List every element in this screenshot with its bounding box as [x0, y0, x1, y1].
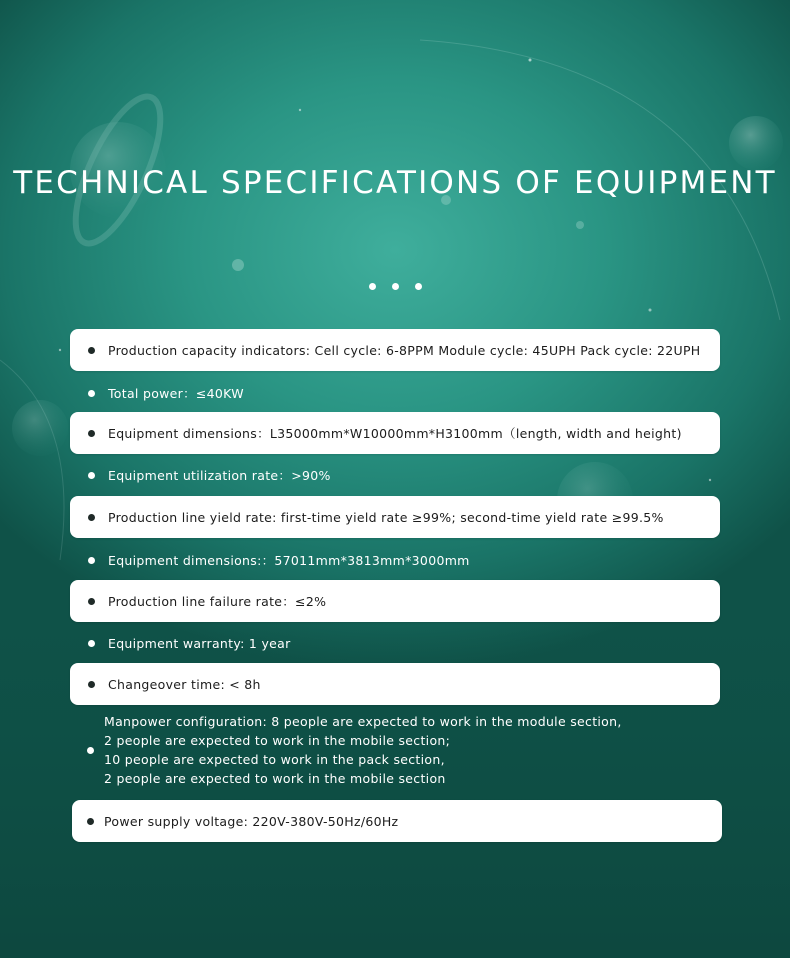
- spec-text-line: 2 people are expected to work in the mobile section: [104, 771, 446, 786]
- page-title: TECHNICAL SPECIFICATIONS OF EQUIPMENT: [13, 165, 777, 201]
- spec-text: Production capacity indicators: Cell cycle: 6-8PPM Module cycle: 45UPH Pack cycle: 22UPH: [108, 342, 701, 358]
- spec-item-changeover-time: [70, 663, 720, 705]
- bullet-icon: [88, 514, 95, 521]
- spec-text: Production line failure rate：≤2%: [108, 594, 327, 609]
- bullet-icon: [87, 818, 94, 825]
- spec-item-equipment-dimensions-2: [70, 547, 720, 573]
- spec-item-yield-rate: [70, 496, 720, 538]
- bullet-icon: [88, 598, 95, 605]
- spec-text-block: [104, 712, 622, 788]
- bullet-icon: [88, 557, 95, 564]
- bullet-icon: [88, 390, 95, 397]
- spec-text: Equipment dimensions：L35000mm*W10000mm*H3100mm（length, width and height): [108, 426, 682, 441]
- spec-text-line: 10 people are expected to work in the pack section,: [104, 752, 445, 767]
- spec-text: Equipment utilization rate：>90%: [108, 468, 331, 483]
- bullet-icon: [88, 472, 95, 479]
- bullet-icon: [88, 640, 95, 647]
- spec-text: Total power：≤40KW: [108, 386, 244, 401]
- spec-item-manpower: [87, 712, 622, 788]
- spec-item-power-supply: [72, 800, 722, 842]
- spec-text: Equipment warranty: 1 year: [108, 635, 291, 651]
- bullet-icon: [88, 347, 95, 354]
- spec-item-utilization-rate: [70, 462, 720, 488]
- spec-text-line: Manpower configuration: 8 people are expected to work in the module section,: [104, 714, 622, 729]
- spec-item-equipment-dimensions: [70, 412, 720, 454]
- bullet-icon: [88, 681, 95, 688]
- spec-text: Equipment dimensions:：57011mm*3813mm*3000mm: [108, 553, 470, 568]
- spec-item-failure-rate: [70, 580, 720, 622]
- bullet-icon: [88, 430, 95, 437]
- spec-text: Changeover time: < 8h: [108, 676, 261, 692]
- spec-item-production-capacity: [70, 329, 720, 371]
- spec-text: Production line yield rate: first-time yield rate ≥99%; second-time yield rate ≥99.5%: [108, 509, 664, 525]
- spec-text-line: 2 people are expected to work in the mobile section;: [104, 733, 451, 748]
- spec-item-total-power: [70, 380, 720, 406]
- spec-text: Power supply voltage: 220V-380V-50Hz/60Hz: [104, 813, 399, 829]
- bullet-icon: [87, 747, 94, 754]
- spec-item-warranty: [70, 630, 720, 656]
